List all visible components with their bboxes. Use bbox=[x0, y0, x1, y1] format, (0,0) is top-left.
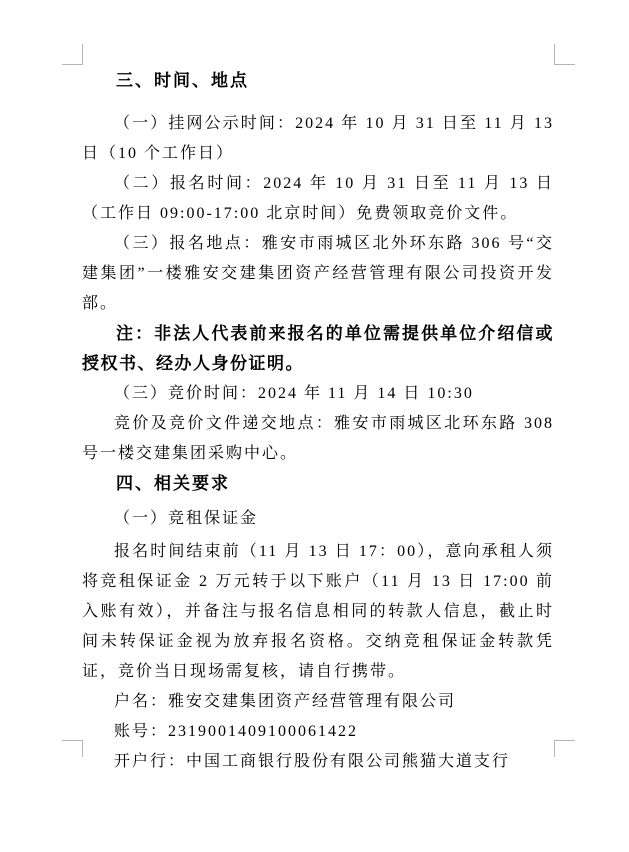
margin-mark-bottom-left-icon bbox=[62, 740, 83, 757]
para-registration-place: （三）报名地点：雅安市雨城区北外环东路 306 号“交建集团”一楼雅安交建集团资产经营管理有限公司投资开发部。 bbox=[82, 235, 554, 312]
para-registration-time: （二）报名时间：2024 年 10 月 31 日至 11 月 13 日（工作日 09:00-17:00 北京时间）免费领取竞价文件。 bbox=[82, 175, 554, 222]
para-account-number: 账号：2319001409100061422 bbox=[114, 723, 359, 740]
para-account-name: 户名：雅安交建集团资产经营管理有限公司 bbox=[114, 693, 457, 710]
para-deposit-detail: 报名时间结束前（11 月 13 日 17：00），意向承租人须将竞租保证金 2 万元转于以下账户（11 月 13 日 17:00 前入账有效），并备注与报名信息相同的转款人信息，截止时间未转保证金视为放弃报名资格。交纳竞租保证金转款凭证，竞价当日现场需复核，请自行携带。 bbox=[82, 543, 554, 680]
heading-time-location: 三、时间、地点 bbox=[116, 71, 249, 90]
para-deposit-title: （一）竞租保证金 bbox=[114, 510, 259, 527]
para-bidding-time: （三）竞价时间：2024 年 11 月 14 日 10:30 bbox=[114, 385, 474, 402]
heading-related-requirements: 四、相关要求 bbox=[116, 474, 230, 493]
margin-mark-bottom-right-icon bbox=[554, 740, 575, 757]
note-non-legal-representative: 注：非法人代表前来报名的单位需提供单位介绍信或授权书、经办人身份证明。 bbox=[82, 324, 554, 373]
para-bidding-place: 竞价及竞价文件递交地点：雅安市雨城区北环东路 308 号一楼交建集团采购中心。 bbox=[82, 415, 554, 462]
para-bank-branch: 开户行：中国工商银行股份有限公司熊猫大道支行 bbox=[114, 753, 511, 770]
document-body bbox=[82, 64, 554, 777]
para-publicity-time: （一）挂网公示时间：2024 年 10 月 31 日至 11 月 13 日（10 个工作日） bbox=[82, 115, 554, 162]
margin-mark-top-left-icon bbox=[62, 44, 83, 65]
margin-mark-top-right-icon bbox=[554, 44, 575, 65]
